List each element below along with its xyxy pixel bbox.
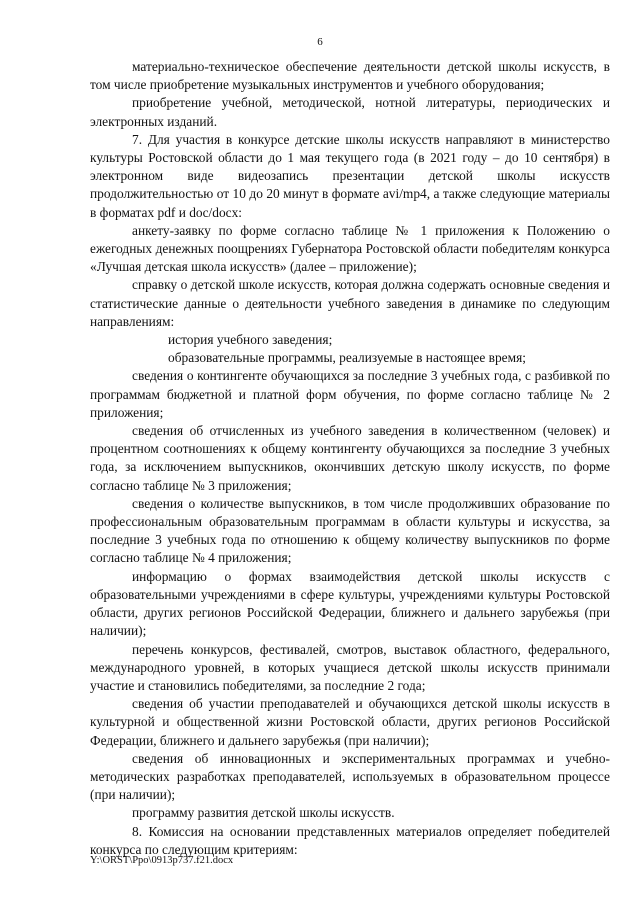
page-number: 6 bbox=[317, 36, 323, 48]
paragraph: сведения о контингенте обучающихся за последние 3 учебных года, с разбивкой по программам бюджетной и платной форм обучения, по форме согласно таблице № 2 приложения; bbox=[90, 368, 610, 420]
paragraph: справку о детской школе искусств, которая должна содержать основные сведения и статистические данные о деятельности учебного заведения в динамике по следующим направлениям: bbox=[90, 277, 610, 329]
paragraph: 7. Для участия в конкурсе детские школы искусств направляют в министерство культуры Ростовской области до 1 мая текущего года (в 2021 году – до 10 сентября) в электронном виде видеозапись презентации детской школы искусств продолжительностью от 10 до 20 минут в формате avi/mp4, а также следующие материалы в форматах pdf и doc/docx: bbox=[90, 131, 610, 220]
paragraph: сведения об инновационных и экспериментальных программах и учебно-методических разработках преподавателей, используемых в образовательном процессе (при наличии); bbox=[90, 750, 610, 803]
paragraph: материально-техническое обеспечение деятельности детской школы искусств, в том числе приобретение музыкальных инструментов и учебного оборудования; bbox=[90, 59, 610, 93]
sub-item: история учебного заведения; bbox=[168, 332, 333, 348]
paragraph: перечень конкурсов, фестивалей, смотров, выставок областного, федерального, международного уровней, в которых учащиеся детской школы искусств принимали участие и становились победителями, за последние 2 года; bbox=[90, 641, 610, 693]
paragraph: информацию о формах взаимодействия детской школы искусств с образовательными учреждениями в сфере культуры, учреждениями культуры Ростовской области, других регионов Российской Федерации, ближнего и дальнего зарубежья (при наличии); bbox=[90, 568, 610, 639]
paragraph: 8. Комиссия на основании представленных материалов определяет победителей конкурса по следующим критериям: bbox=[90, 823, 610, 857]
paragraph: анкету-заявку по форме согласно таблице № 1 приложения к Положению о ежегодных денежных поощрениях Губернатора Ростовской области победителям конкурса «Лучшая детская школа искусств» (далее – приложение); bbox=[90, 222, 610, 275]
paragraph: сведения об отчисленных из учебного заведения в количественном (человек) и процентном соотношениях к общему контингенту обучающихся за последние 3 учебных года, за исключением выпускников, окончивших детскую школу искусств, по форме согласно таблице № 3 приложения; bbox=[90, 423, 610, 493]
document-body bbox=[90, 58, 610, 859]
sub-item: образовательные программы, реализуемые в настоящее время; bbox=[168, 350, 526, 366]
paragraph: сведения о количестве выпускников, в том числе продолживших образование по профессиональным образовательным программам в области культуры и искусства, за последние 3 учебных года по отношению к общему количеству выпускников по форме согласно таблице № 4 приложения; bbox=[90, 495, 610, 566]
paragraph: приобретение учебной, методической, нотной литературы, периодических и электронных изданий. bbox=[90, 95, 610, 129]
paragraph: сведения об участии преподавателей и обучающихся детской школы искусств в культурной и общественной жизни Ростовской области, других регионов Российской Федерации, ближнего и дальнего зарубежья (при наличии); bbox=[90, 696, 610, 748]
file-path-footer: Y:\ORST\Ppo\0913p737.f21.docx bbox=[90, 855, 234, 866]
paragraph: программу развития детской школы искусств. bbox=[132, 805, 395, 821]
